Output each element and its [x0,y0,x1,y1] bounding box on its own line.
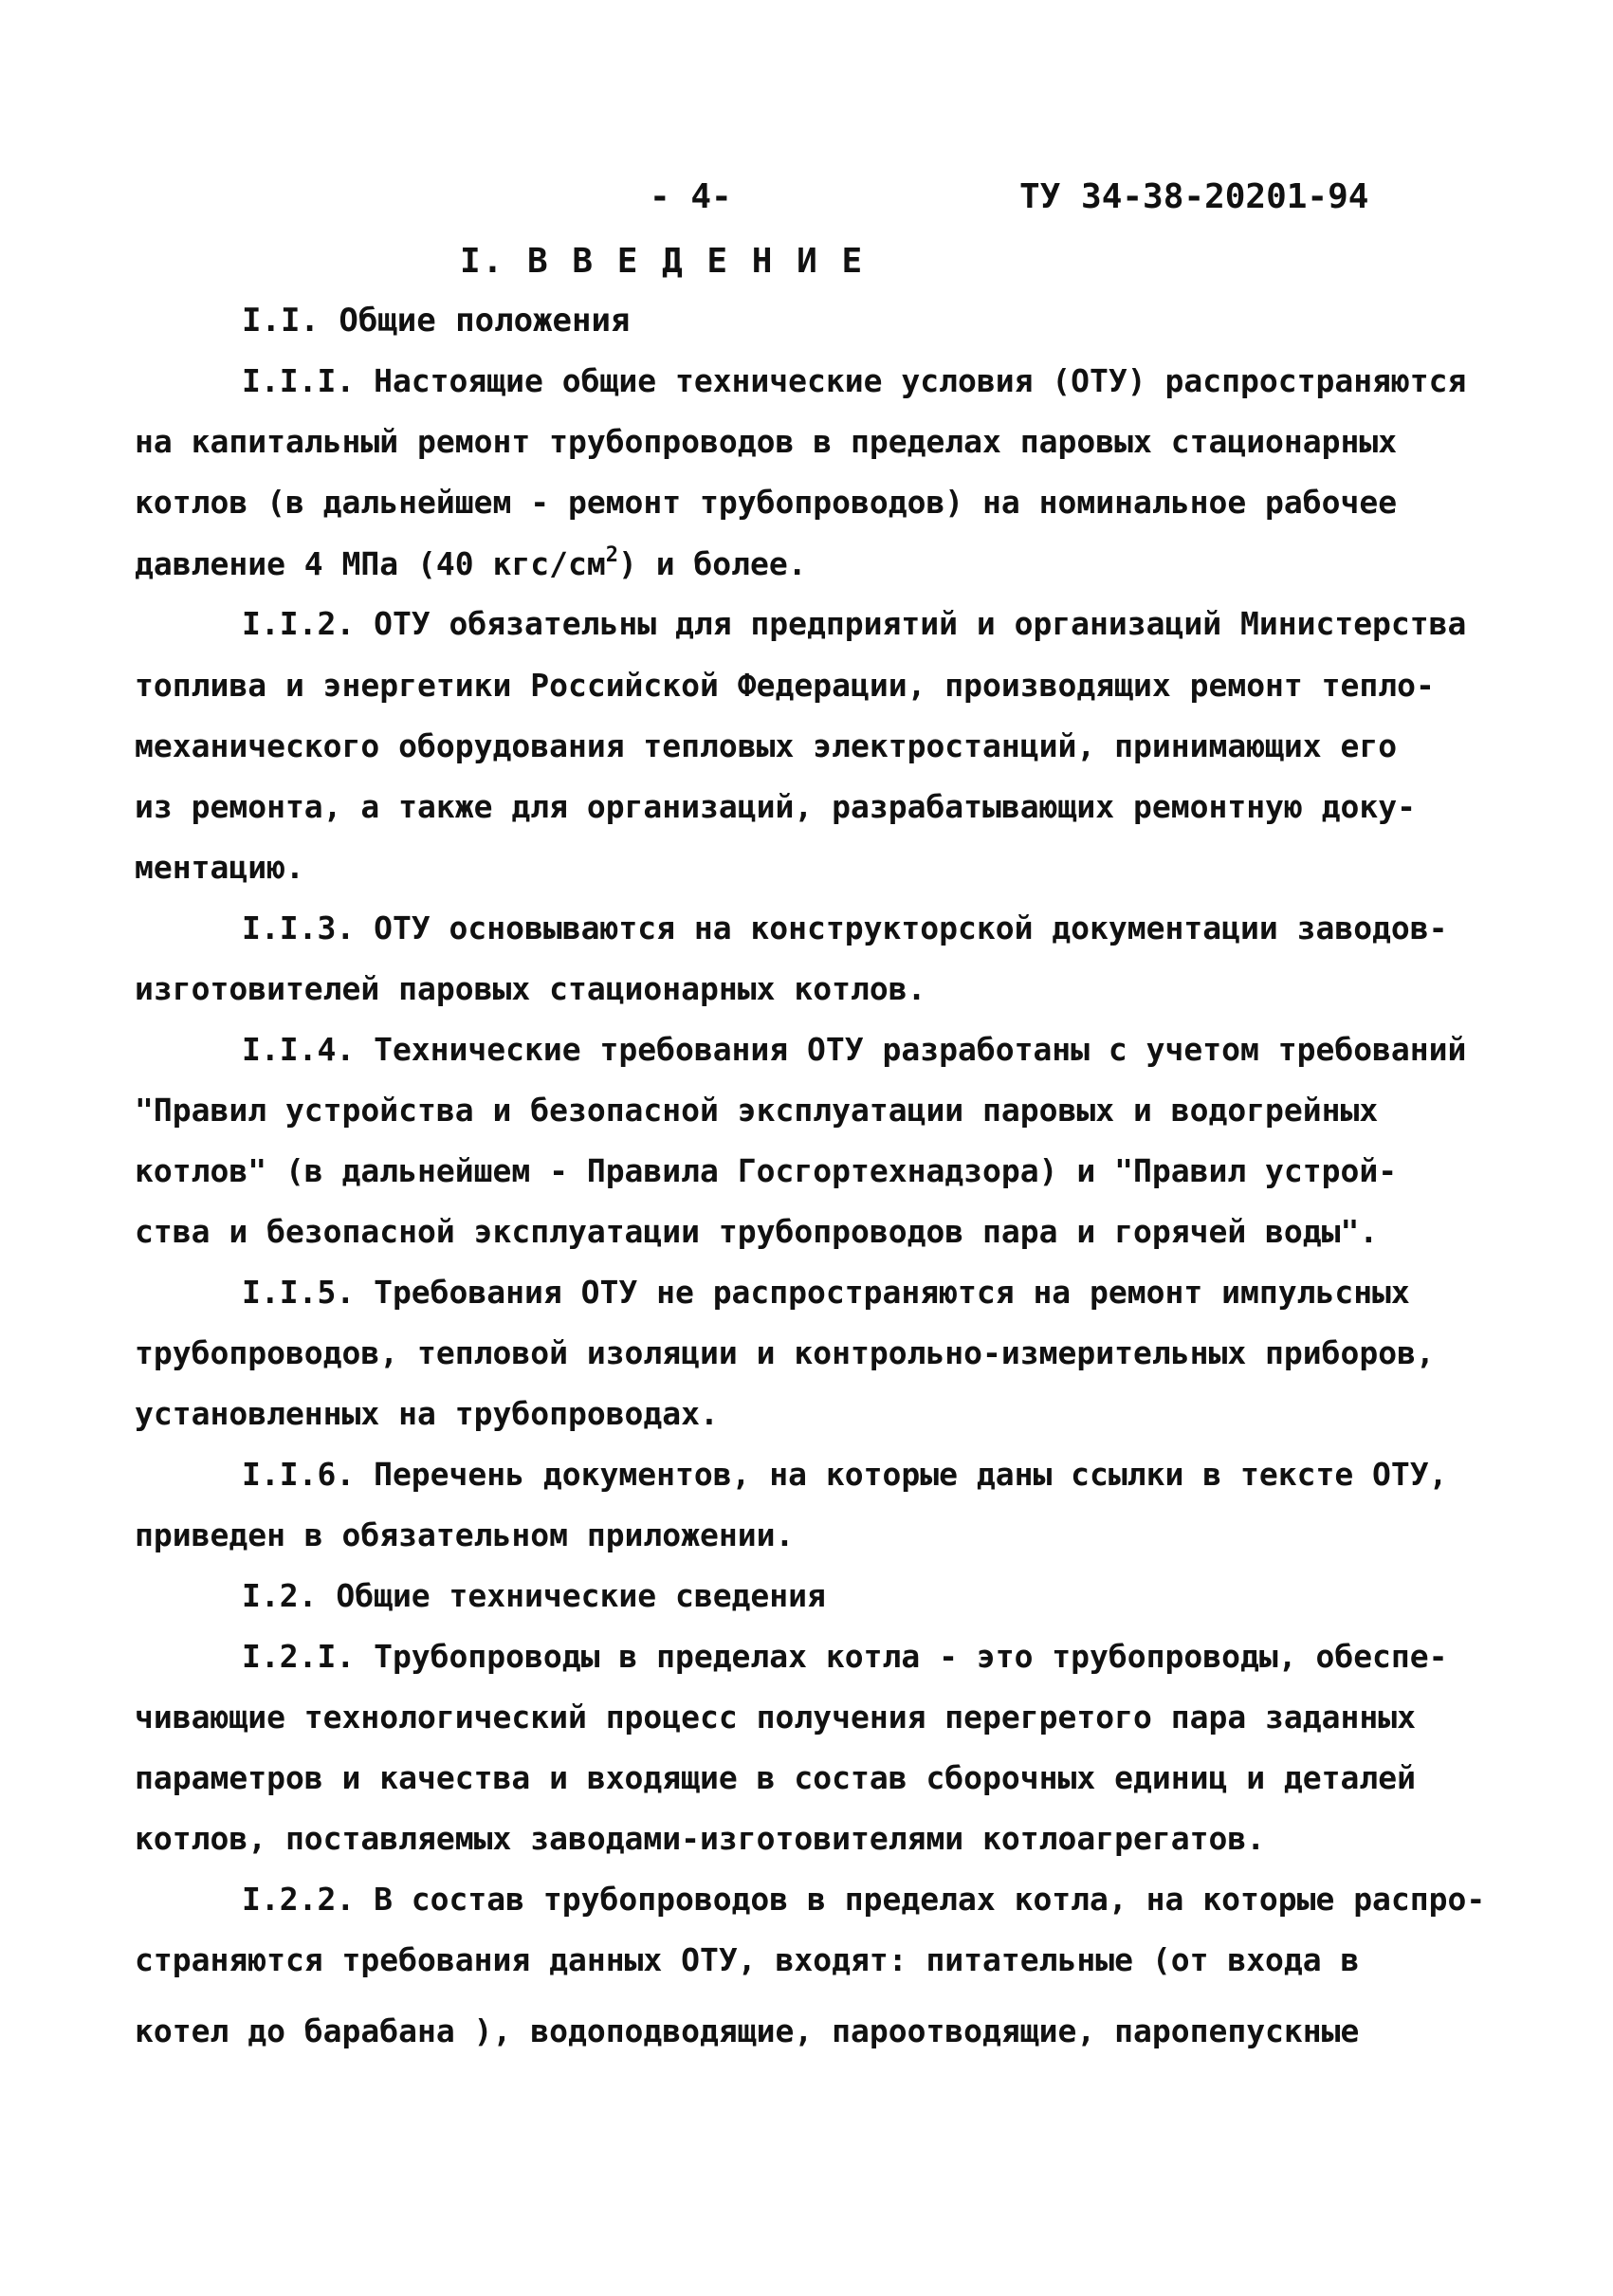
paragraph-line: изготовителей паровых стационарных котлов. [135,970,926,1007]
paragraph-line: установленных на трубопроводах. [135,1395,719,1432]
paragraph-line: механического оборудования тепловых электростанций, принимающих его [135,727,1398,764]
paragraph-line: котлов (в дальнейшем - ремонт трубопроводов) на номинальное рабочее [135,484,1398,521]
paragraph-line: страняются требования данных ОТУ, входят: питательные (от входа в [135,1941,1360,1978]
paragraph-line: "Правил устройства и безопасной эксплуатации паровых и водогрейных [135,1092,1379,1129]
subsection-heading: I.2. Общие технические сведения [242,1577,826,1614]
paragraph-line: I.I.4. Технические требования ОТУ разработаны с учетом требований [242,1031,1467,1068]
paragraph-line: приведен в обязательном приложении. [135,1516,795,1553]
paragraph-line [135,545,807,583]
paragraph-line: I.I.5. Требования ОТУ не распространяются на ремонт импульсных [242,1274,1410,1311]
paragraph-line: I.I.6. Перечень документов, на которые даны ссылки в тексте ОТУ, [242,1456,1448,1493]
paragraph-line: котлов" (в дальнейшем - Правила Госгортехнадзора) и "Правил устрой- [135,1152,1398,1189]
paragraph-line: топлива и энергетики Российской Федерации, производящих ремонт тепло- [135,667,1435,704]
paragraph-line-text: давление 4 МПа (40 кгс/см [135,545,606,582]
superscript: 2 [605,543,618,567]
paragraph-line: котел до барабана ), водоподводящие, пароотводящие, паропепускные [135,2012,1360,2049]
paragraph-line: I.I.I. Настоящие общие технические условия (ОТУ) распространяются [242,362,1467,399]
paragraph-line: I.I.2. ОТУ обязательны для предприятий и организаций Министерства [242,605,1467,642]
paragraph-line-text: ) и более. [617,545,807,582]
document-code: ТУ 34-38-20201-94 [1019,177,1369,216]
paragraph-line: на капитальный ремонт трубопроводов в пределах паровых стационарных [135,423,1398,460]
page-number: - 4- [650,177,732,216]
paragraph-line: ментацию. [135,849,304,886]
paragraph-line: ства и безопасной эксплуатации трубопроводов пара и горячей воды". [135,1213,1379,1250]
paragraph-line: чивающие технологический процесс получения перегретого пара заданных [135,1699,1417,1736]
paragraph-line: I.2.I. Трубопроводы в пределах котла - это трубопроводы, обеспе- [242,1638,1448,1675]
paragraph-line: параметров и качества и входящие в состав сборочных единиц и деталей [135,1759,1417,1796]
paragraph-line: из ремонта, а также для организаций, разрабатывающих ремонтную доку- [135,788,1417,825]
paragraph-line: I.2.2. В состав трубопроводов в пределах котла, на которые распро- [242,1881,1486,1918]
paragraph-line: котлов, поставляемых заводами-изготовителями котлоагрегатов. [135,1820,1266,1857]
section-title: I. В В Е Д Е Н И Е [460,242,865,281]
paragraph-line: трубопроводов, тепловой изоляции и контрольно-измерительных приборов, [135,1334,1435,1371]
subsection-heading: I.I. Общие положения [242,302,631,340]
paragraph-line: I.I.3. ОТУ основываются на конструкторской документации заводов- [242,909,1448,946]
